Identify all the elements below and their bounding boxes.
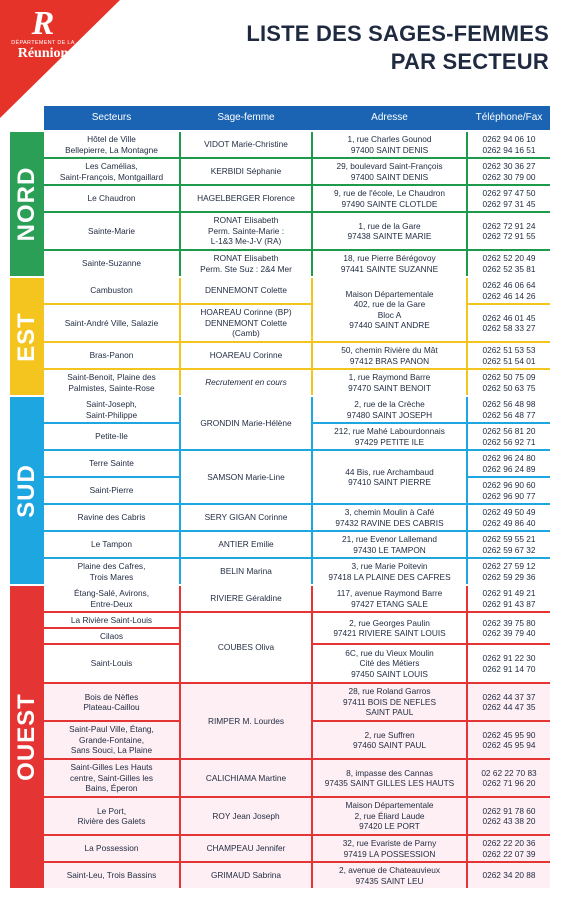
cell-phone [468,836,550,861]
cell-midwife [181,613,311,682]
cell-text-line: GRIMAUD Sabrina [210,870,282,881]
cell-text-line: 0262 45 95 94 [482,740,536,750]
cell-text-line: 50, chemin Rivière du Mât [341,345,438,355]
cell-address [313,645,466,682]
cell-text-line: 97438 SAINTE MARIE [347,231,432,241]
cell-text-line: 2, rue de la Crèche [354,399,425,409]
cell-sector [44,478,179,503]
cell-midwife [181,451,311,503]
cell-phone [468,645,550,682]
cell-text-line: Les Camélias, [85,161,138,171]
cell-text-line: 0262 49 50 49 [482,507,536,517]
cell-address [313,532,466,557]
cell-address [313,559,466,584]
cell-address [313,397,466,422]
cell-phone [468,684,550,720]
logo-r-icon: R [31,5,55,42]
cell-text-line: Le Tampon [91,539,132,550]
cell-text-line: 97418 LA PLAINE DES CAFRES [328,571,451,582]
cell-phone [468,343,550,368]
cell-text-line: Hôtel de Ville [87,134,136,144]
cell-text-line: CALICHIAMA Martine [205,772,287,783]
cell-text-line: 97400 SAINT DENIS [350,171,429,182]
cell-text-line: 3, rue Marie Poitevin [351,561,428,571]
cell-midwife [181,278,311,303]
cell-address [313,343,466,368]
cell-text-line: 0262 91 14 70 [482,663,536,674]
cell-phone [468,278,550,303]
cell-text-line: Rivière des Galets [77,816,146,826]
cell-text-line: KERBIDI Séphanie [210,166,282,177]
cell-address [313,251,466,276]
cell-text-line: Plateau-Caillou [83,702,140,712]
cell-text-line: 97432 RAVINE DES CABRIS [335,517,444,528]
cell-text-line: La Rivière Saint-Louis [70,614,153,625]
cell-text-line: 0262 52 35 81 [482,263,536,274]
cell-text-line: 8, impasse des Cannas [346,767,433,778]
cell-sector [44,863,179,888]
cell-text-line: 0262 50 75 09 [482,372,536,382]
cell-sector [44,370,179,395]
cell-text-line: 0262 56 48 98 [482,399,536,409]
cell-text-line: 0262 71 96 20 [482,778,536,788]
cell-text-line: 3, chemin Moulin à Café [344,507,435,517]
cell-text-line: 6C, rue du Vieux Moulin [345,647,434,658]
cell-text-line: 97412 BRAS PANON [349,355,430,366]
cell-text-line: Recrutement en cours [205,377,287,388]
cell-text-line: Cambuston [90,285,133,296]
cell-text-line: Saint-Joseph, [86,399,137,409]
cell-text-line: Terre Sainte [89,458,134,469]
cell-midwife [181,370,311,395]
cell-sector [44,132,179,157]
cell-text-line: 0262 30 79 00 [482,171,536,182]
cell-text-line: Saint-André Ville, Salazie [64,317,159,328]
cell-text-line: Étang-Salé, Avirons, [73,588,150,598]
cell-phone [468,132,550,157]
cell-text-line: 2, rue Éliard Laude [354,810,425,821]
cell-text-line: 28, rue Roland Garros [348,686,431,697]
cell-text-line: 44 Bis, rue Archambaud [345,466,434,477]
cell-text-line: HAGELBERGER Florence [197,193,295,204]
cell-text-line: 02 62 22 70 83 [481,767,537,778]
cell-midwife [181,532,311,557]
cell-sector [44,251,179,276]
cell-text-line: 0262 49 86 40 [482,517,536,528]
cell-text-line: 0262 96 24 89 [482,463,536,474]
cell-phone [468,798,550,834]
sector-band-label: EST [13,311,40,362]
cell-text-line: (Camb) [232,328,260,339]
cell-text-line: Saint-Paul Ville, Étang, [69,724,154,735]
cell-text-line: Plaine des Cafres, [77,561,146,571]
cell-text-line: Petite-Ile [95,431,128,442]
cell-text-line: Grande-Fontaine, [78,734,145,745]
cell-text-line: Saint-Pierre [89,485,134,496]
cell-text-line: SAINT PAUL [365,707,414,718]
cell-midwife [181,684,311,758]
cell-phone [468,370,550,395]
cell-text-line: 0262 91 22 30 [482,653,536,663]
cell-sector [44,451,179,476]
sector-band-sud [10,397,44,584]
cell-sector [44,213,179,249]
cell-phone [468,613,550,643]
cell-text-line: Sans Souci, La Plaine [70,745,153,756]
cell-text-line: 0262 72 91 55 [482,231,536,241]
cell-text-line: 2, rue Suffren [364,729,415,740]
section-rows-sud [44,397,550,584]
cell-text-line: ANTIER Emilie [218,539,274,550]
table-header [44,106,550,130]
cell-sector [44,532,179,557]
cell-text-line: 117, avenue Raymond Barre [336,588,443,598]
cell-text-line: CHAMPEAU Jennifer [206,843,286,854]
logo-name-text: Réunion [17,46,69,61]
sector-band-est [10,278,44,395]
cell-midwife [181,836,311,861]
cell-text-line: RIMPER M. Lourdes [207,715,285,726]
cell-text-line: 97470 SAINT BENOIT [348,382,431,393]
column-header-adresse: Adresse [371,112,408,123]
cell-sector [44,505,179,530]
cell-phone [468,863,550,888]
cell-phone [468,397,550,422]
cell-text-line: 2, rue Georges Paulin [349,617,430,628]
cell-phone [468,586,550,611]
cell-text-line: 18, rue Pierre Bérégovoy [343,253,436,263]
cell-midwife [181,586,311,611]
cell-sector [44,629,179,643]
cell-text-line: ROY Jean Joseph [212,810,280,821]
cell-text-line: 97440 SAINT ANDRE [349,320,430,330]
cell-address [313,186,466,211]
sector-band-label: NORD [13,166,40,242]
cell-text-line: 97400 SAINT DENIS [350,144,429,155]
cell-text-line: Cité des Métiers [359,658,420,669]
cell-text-line: 97420 LE PORT [359,821,420,832]
cell-address [313,370,466,395]
cell-midwife [181,397,311,449]
cell-text-line: 97410 SAINT PIERRE [348,477,431,487]
departement-logo [8,5,78,61]
cell-midwife [181,559,311,584]
cell-address [313,424,466,449]
cell-address [313,836,466,861]
cell-address [313,278,466,341]
cell-text-line: 0262 39 79 40 [482,628,536,638]
cell-text-line: 0262 59 55 21 [482,534,536,544]
cell-text-line: RONAT Elisabeth [213,215,279,226]
page-title-line-2: PAR SECTEUR [390,49,549,74]
cell-text-line: 9, rue de l'école, Le Chaudron [334,188,445,198]
cell-sector [44,760,179,796]
cell-text-line: Sainte-Marie [87,225,136,236]
cell-midwife [181,186,311,211]
cell-phone [468,305,550,341]
cell-phone [468,478,550,503]
cell-text-line: 97441 SAINTE SUZANNE [340,263,439,274]
cell-text-line: Maison Départementale [345,800,434,811]
cell-text-line: 0262 46 14 26 [482,290,536,301]
cell-midwife [181,251,311,276]
cell-sector [44,397,179,422]
cell-text-line: Cilaos [99,630,124,641]
cell-address [313,798,466,834]
cell-text-line: Saint-Benoit, Plaine des [67,372,156,382]
cell-text-line: 0262 34 20 88 [482,870,536,881]
cell-text-line: Saint-François, Montgaillard [59,171,164,182]
cell-address [313,760,466,796]
cell-midwife [181,760,311,796]
cell-text-line: 0262 91 78 60 [482,805,536,816]
cell-address [313,213,466,249]
cell-text-line: 0262 96 24 80 [482,453,536,463]
cell-midwife [181,305,311,341]
cell-text-line: 29, boulevard Saint-François [336,161,443,171]
cell-midwife [181,159,311,184]
cell-text-line: 0262 43 38 20 [482,816,536,826]
cell-text-line: 0262 56 92 71 [482,436,536,447]
cell-text-line: 97435 SAINT LEU [355,875,424,886]
sector-band-label: OUEST [13,693,40,781]
cell-text-line: 0262 72 91 24 [482,220,536,231]
cell-text-line: 0262 27 59 12 [482,561,536,571]
cell-text-line: 97430 LE TAMPON [353,544,426,555]
cell-text-line: 0262 22 20 36 [482,838,536,848]
column-header-telephone: Téléphone/Fax [475,112,543,123]
cell-text-line: 0262 22 07 39 [482,848,536,859]
cell-address [313,159,466,184]
column-header-sage-femme: Sage-femme [217,112,275,123]
cell-text-line: 0262 52 20 49 [482,253,536,263]
cell-text-line: 1, rue Raymond Barre [348,372,431,382]
cell-text-line: 0262 56 81 20 [482,426,536,436]
sector-band-nord [10,132,44,276]
cell-text-line: Sainte-Suzanne [81,258,142,269]
cell-sector [44,613,179,627]
cell-text-line: Le Chaudron [87,193,136,204]
cell-text-line: 97435 SAINT GILLES LES HAUTS [324,778,455,788]
cell-text-line: 0262 91 43 87 [482,598,536,609]
cell-sector [44,836,179,861]
cell-text-line: 402, rue de la Gare [353,299,426,309]
cell-phone [468,424,550,449]
logo-dept-text: DÉPARTEMENT DE LA [11,40,75,46]
cell-text-line: 0262 96 90 60 [482,480,536,490]
cell-sector [44,586,179,611]
cell-text-line: L-1&3 Me-J-V (RA) [210,236,282,247]
cell-text-line: 97429 PETITE ILE [354,436,425,447]
cell-text-line: 0262 50 63 75 [482,382,536,393]
cell-sector [44,645,179,682]
cell-text-line: Perm. Sainte-Marie : [207,225,285,236]
cell-text-line: Ravine des Cabris [77,512,146,523]
cell-phone [468,505,550,530]
sector-band-ouest [10,586,44,888]
cell-midwife [181,343,311,368]
page-title-line-1: LISTE DES SAGES-FEMMES [246,21,549,46]
cell-text-line: 97419 LA POSSESSION [343,848,436,859]
cell-text-line: Bellepierre, La Montagne [65,144,158,155]
cell-text-line: 0262 56 48 77 [482,409,536,420]
page-title [246,20,549,76]
cell-midwife [181,213,311,249]
cell-text-line: 0262 97 31 45 [482,198,536,209]
cell-text-line: 0262 51 53 53 [482,345,536,355]
cell-text-line: 0262 59 29 36 [482,571,536,582]
cell-text-line: 0262 91 49 21 [482,588,536,598]
cell-sector [44,722,179,758]
cell-text-line: 0262 39 75 80 [482,617,536,628]
cell-phone [468,532,550,557]
sector-band-label: SUD [13,463,40,518]
cell-text-line: 97490 SAINTE CLOTLDE [341,198,438,209]
cell-address [313,722,466,758]
cell-phone [468,159,550,184]
cell-midwife [181,798,311,834]
cell-address [313,684,466,720]
cell-text-line: 0262 46 06 64 [482,280,536,290]
cell-text-line: RONAT Elisabeth [213,253,279,263]
cell-text-line: Perm. Ste Suz : 2&4 Mer [200,263,292,274]
cell-text-line: Saint-Louis [90,658,133,669]
cell-text-line: Bains, Éperon [85,783,138,794]
cell-text-line: La Possession [84,843,139,854]
cell-text-line: Bois de Nèfles [84,691,139,702]
cell-text-line: Palmistes, Sainte-Rose [68,382,155,393]
cell-text-line: centre, Saint-Gilles les [69,772,153,783]
cell-sector [44,684,179,720]
cell-text-line: 0262 44 37 37 [482,691,536,702]
cell-phone [468,186,550,211]
cell-text-line: 97427 ETANG SALE [351,598,428,609]
midwives-table [10,106,550,892]
cell-text-line: 97450 SAINT LOUIS [351,668,428,679]
section-rows-nord [44,132,550,276]
cell-text-line: 0262 44 47 35 [482,702,536,712]
cell-text-line: 0262 51 54 01 [482,355,536,366]
cell-text-line: 1, rue Charles Gounod [347,134,432,144]
cell-sector [44,278,179,303]
cell-text-line: SAMSON Marie-Line [207,471,285,482]
cell-midwife [181,132,311,157]
cell-sector [44,343,179,368]
cell-text-line: HOAREAU Corinne (BP) [200,307,292,318]
cell-text-line: Bras-Panon [89,350,134,361]
cell-midwife [181,863,311,888]
cell-address [313,132,466,157]
cell-text-line: Maison Départementale [345,288,434,299]
cell-text-line: 97480 SAINT JOSEPH [346,409,433,420]
cell-text-line: DENNEMONT Colette [205,285,287,296]
cell-text-line: 0262 45 95 90 [482,729,536,740]
cell-text-line: 0262 58 33 27 [482,323,536,333]
cell-text-line: 32, rue Evariste de Parny [342,838,437,848]
cell-sector [44,159,179,184]
cell-phone [468,760,550,796]
cell-text-line: 2, avenue de Chateauvieux [338,865,441,875]
cell-sector [44,305,179,341]
cell-phone [468,213,550,249]
cell-phone [468,722,550,758]
cell-text-line: BELIN Marina [220,566,272,577]
cell-text-line: Le Port, [96,805,127,816]
cell-text-line: DENNEMONT Colette [205,317,287,328]
cell-midwife [181,505,311,530]
cell-text-line: 212, rue Mahé Labourdonnais [334,426,445,436]
cell-text-line: RIVIERE Géraldine [210,593,282,604]
section-rows-est [44,278,550,395]
cell-phone [468,559,550,584]
cell-text-line: Trois Mares [89,571,134,582]
cell-text-line: 0262 94 16 51 [482,144,536,155]
column-header-secteurs: Secteurs [91,112,132,123]
cell-text-line: GRONDIN Marie-Hélène [200,417,292,428]
cell-text-line: 97411 BOIS DE NEFLES [343,696,436,707]
section-rows-ouest [44,586,550,888]
cell-text-line: Saint-Gilles Les Hauts [70,762,153,773]
cell-text-line: Saint-Philippe [85,409,138,420]
cell-sector [44,798,179,834]
cell-sector [44,424,179,449]
cell-text-line: SERY GIGAN Corinne [204,512,288,523]
cell-address [313,505,466,530]
cell-text-line: 0262 96 90 77 [482,490,536,501]
cell-text-line: 0262 94 06 10 [482,134,536,144]
cell-phone [468,251,550,276]
cell-text-line: 0262 30 36 27 [482,161,536,171]
cell-text-line: Bloc A [377,309,402,320]
cell-text-line: Entre-Deux [90,598,133,609]
cell-address [313,613,466,643]
cell-text-line: 0262 46 01 45 [482,312,536,323]
cell-text-line: 0262 59 67 32 [482,544,536,555]
cell-text-line: 97460 SAINT PAUL [352,740,427,750]
cell-address [313,451,466,503]
cell-sector [44,559,179,584]
cell-address [313,586,466,611]
cell-text-line: Saint-Leu, Trois Bassins [66,870,157,881]
cell-text-line: HOAREAU Corinne [209,350,283,361]
cell-text-line: 21, rue Evenor Lallemand [341,534,437,544]
cell-text-line: 1, rue de la Gare [358,220,421,231]
cell-sector [44,186,179,211]
cell-text-line: 97421 RIVIERE SAINT LOUIS [333,628,446,638]
cell-text-line: COUBES Oliva [217,642,275,653]
cell-phone [468,451,550,476]
cell-text-line: 0262 97 47 50 [482,188,536,198]
cell-text-line: VIDOT Marie-Christine [204,139,288,150]
cell-address [313,863,466,888]
